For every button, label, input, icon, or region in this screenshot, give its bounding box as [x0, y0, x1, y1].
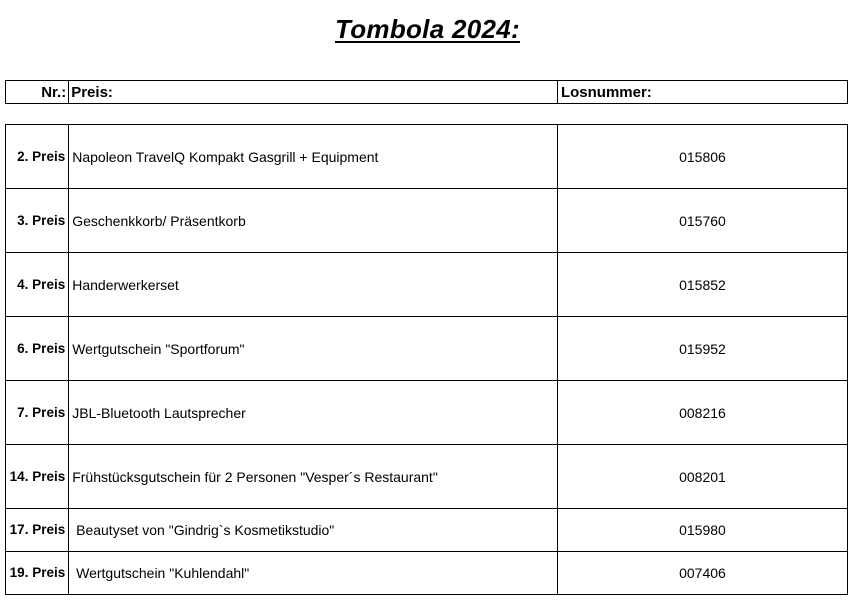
header-row — [6, 81, 848, 104]
ticket-number: 015806 — [557, 125, 847, 189]
header-table — [5, 80, 848, 104]
prize-name: Beautyset von "Gindrig`s Kosmetikstudio" — [69, 509, 558, 552]
table-row — [6, 189, 848, 253]
table-row — [6, 381, 848, 445]
prize-name: JBL-Bluetooth Lautsprecher — [69, 381, 558, 445]
prize-name: Napoleon TravelQ Kompakt Gasgrill + Equipment — [69, 125, 558, 189]
prize-name: Geschenkkorb/ Präsentkorb — [69, 189, 558, 253]
header-preis: Preis: — [69, 81, 558, 104]
ticket-number: 008216 — [557, 381, 847, 445]
ticket-number: 008201 — [557, 445, 847, 509]
prize-rank: 2. Preis — [6, 125, 69, 189]
table-row — [6, 509, 848, 552]
prize-rank: 14. Preis — [6, 445, 69, 509]
header-nr: Nr.: — [6, 81, 69, 104]
ticket-number: 007406 — [557, 552, 847, 595]
prize-name: Wertgutschein "Kuhlendahl" — [69, 552, 558, 595]
prize-rank: 19. Preis — [6, 552, 69, 595]
ticket-number: 015760 — [557, 189, 847, 253]
prize-name: Handerwerkerset — [69, 253, 558, 317]
table-row — [6, 125, 848, 189]
table-row — [6, 445, 848, 509]
ticket-number: 015980 — [557, 509, 847, 552]
prize-name: Frühstücksgutschein für 2 Personen "Vesper´s Restaurant" — [69, 445, 558, 509]
ticket-number: 015852 — [557, 253, 847, 317]
prize-rank: 4. Preis — [6, 253, 69, 317]
ticket-number: 015952 — [557, 317, 847, 381]
prize-rank: 3. Preis — [6, 189, 69, 253]
prize-table — [5, 124, 848, 595]
table-row — [6, 317, 848, 381]
prize-rank: 6. Preis — [6, 317, 69, 381]
table-row — [6, 552, 848, 595]
prize-name: Wertgutschein "Sportforum" — [69, 317, 558, 381]
table-row — [6, 253, 848, 317]
header-losnummer: Losnummer: — [557, 81, 847, 104]
document-title: Tombola 2024: — [335, 14, 520, 44]
prize-rank: 17. Preis — [6, 509, 69, 552]
prize-rank: 7. Preis — [6, 381, 69, 445]
